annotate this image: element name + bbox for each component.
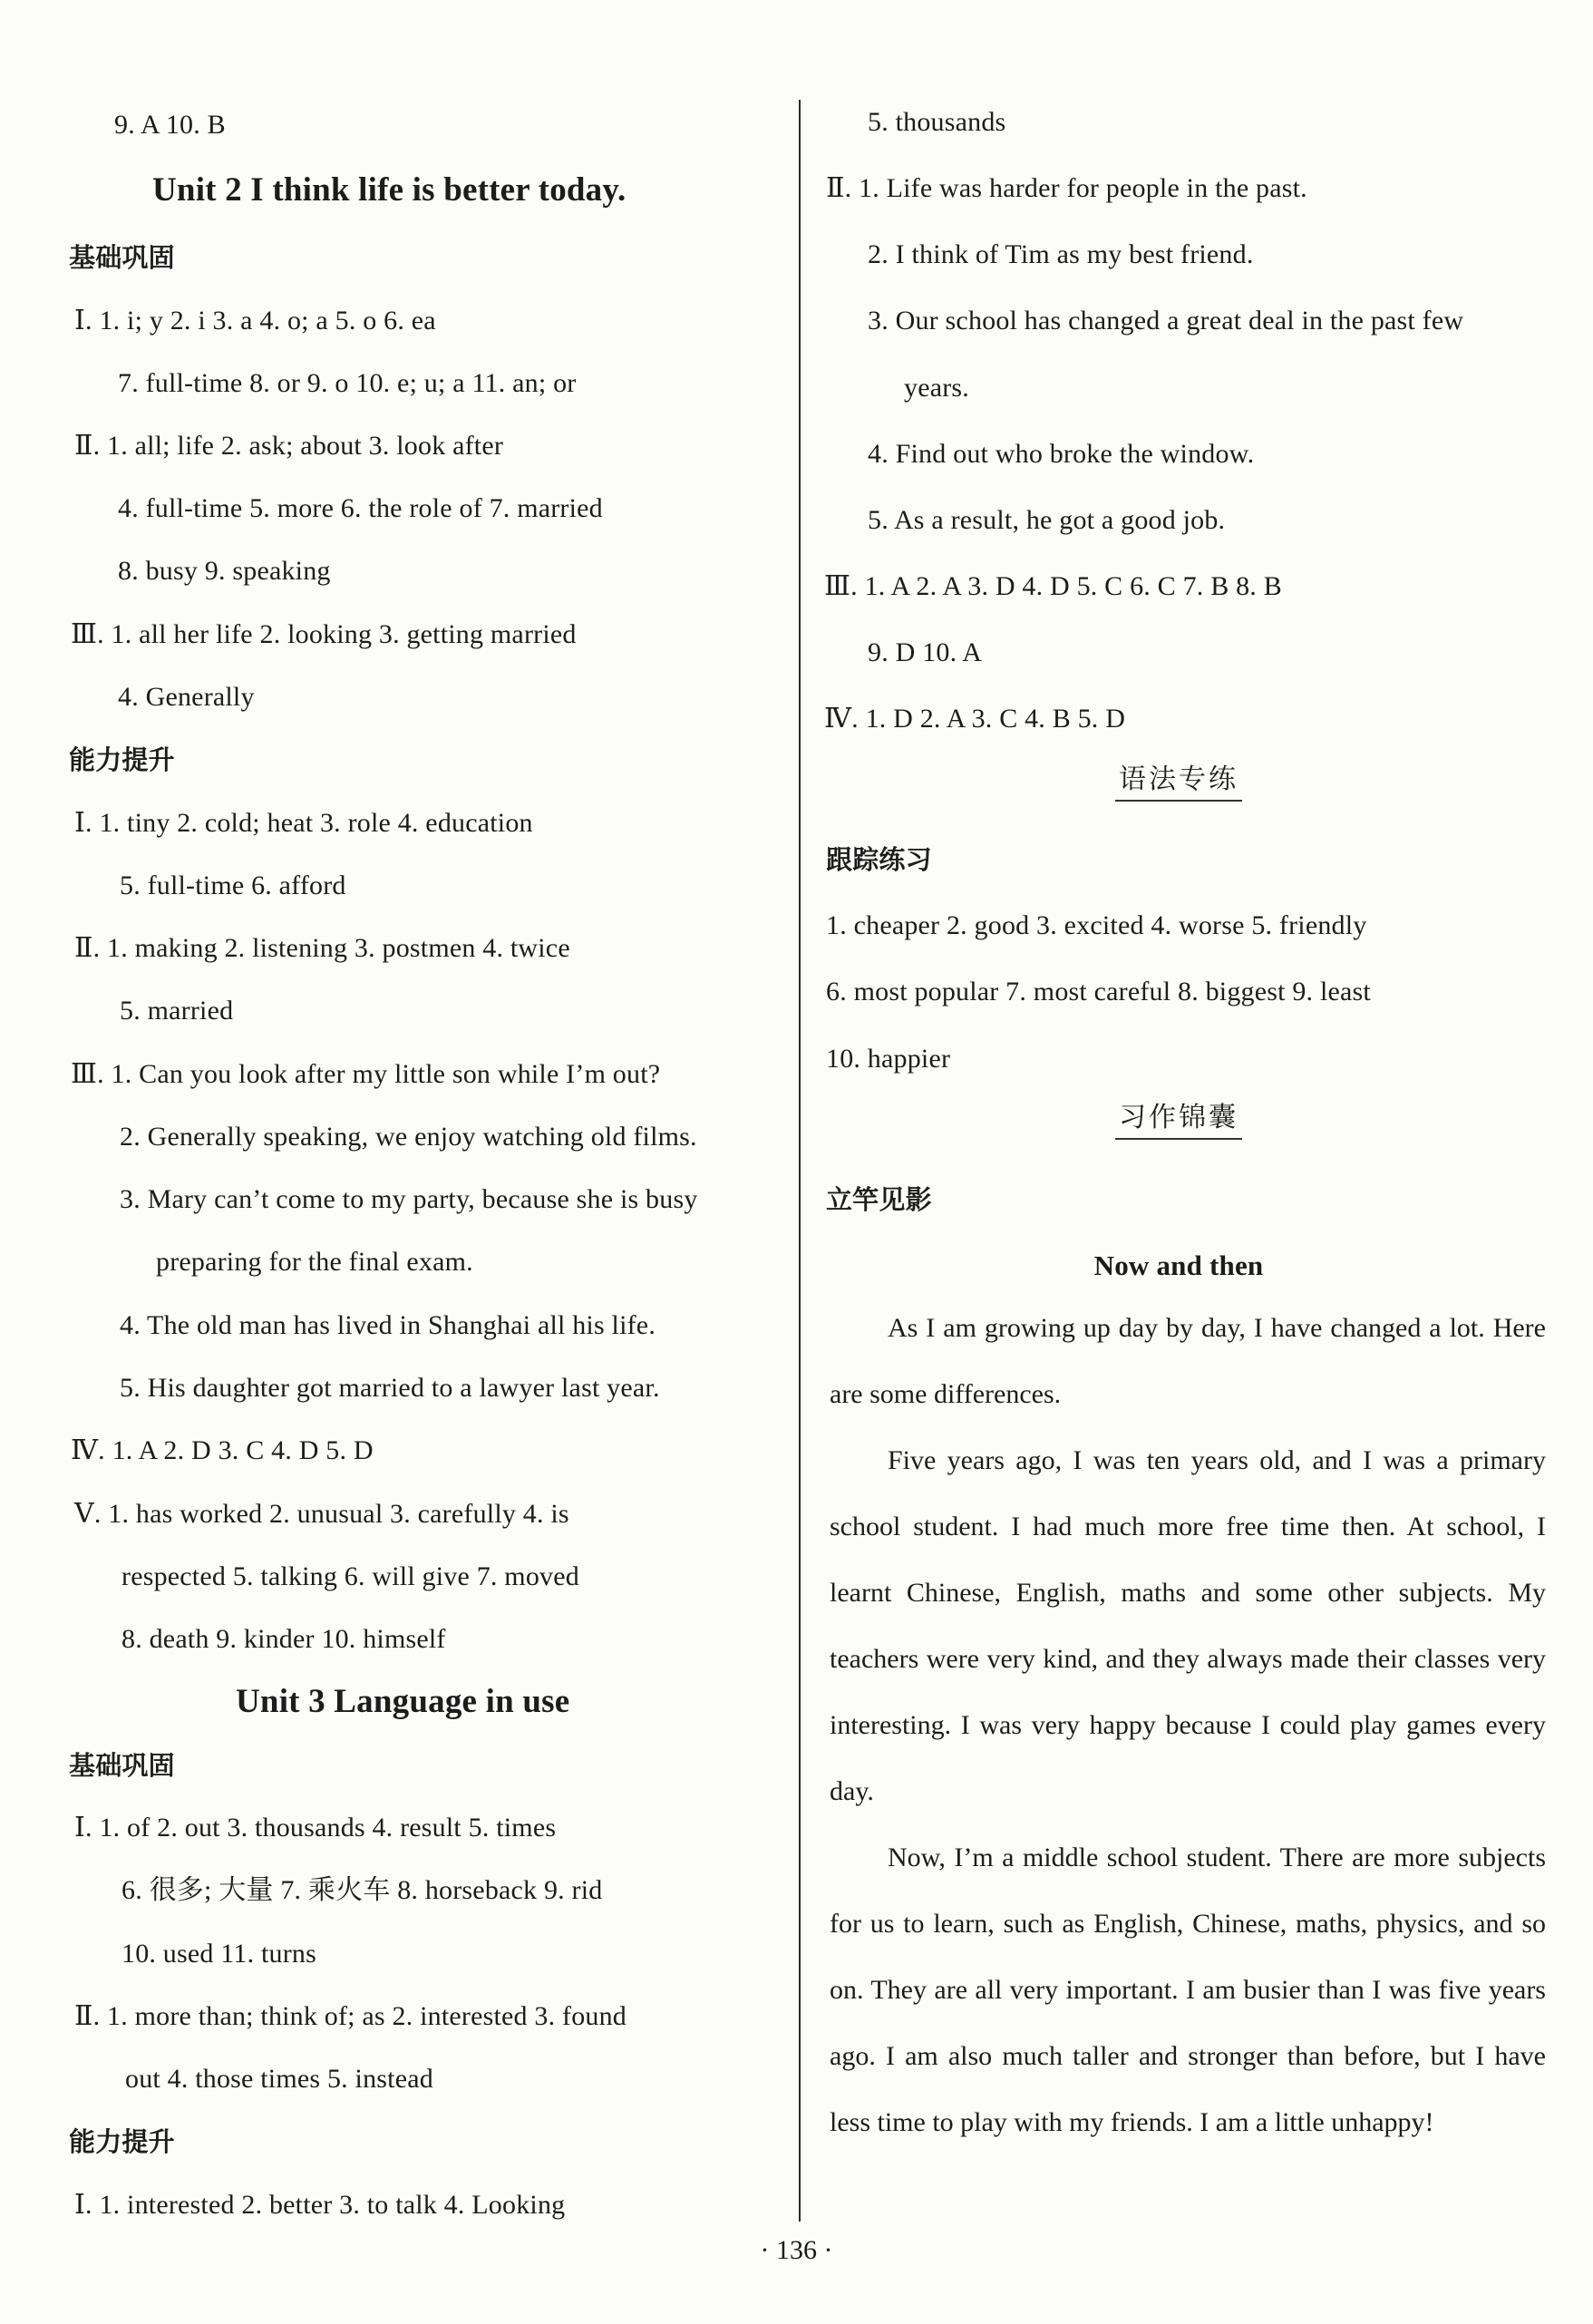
left-line-33: Ⅰ. 1. interested 2. better 3. to talk 4. Looking [74,2190,566,2220]
left-line-32: 能力提升 [69,2126,175,2157]
left-line-0: 9. A 10. B [114,110,226,140]
left-line-9: 4. Generally [118,682,255,712]
left-line-26: 基础巩固 [69,1750,175,1781]
right-line-7: Ⅲ. 1. A 2. A 3. D 4. D 5. C 6. C 7. B 8. B [824,571,1282,601]
essay-paragraph-2-text: Five years ago, I was ten years old, and I was a primary school student. I had much more free time then. At school, I learnt Chinese, English, maths and some other subjects. My teachers were very kind, and they always made their classes very interesting. I was very happy because I could play games every day. [830,1445,1546,1806]
left-line-7: 8. busy 9. speaking [118,556,331,586]
right-line-0: 5. thousands [868,107,1006,137]
writing-banner [821,1100,1537,1140]
left-line-5: Ⅱ. 1. all; life 2. ask; about 3. look after [74,431,504,461]
grammar-banner [821,762,1537,802]
essay-paragraph-1 [830,1295,1546,1427]
left-line-14: 5. married [120,996,234,1026]
left-line-28: 6. 很多; 大量 7. 乘火车 8. horseback 9. rid [121,1875,603,1905]
left-line-8: Ⅲ. 1. all her life 2. looking 3. getting married [71,619,577,649]
left-line-18: preparing for the final exam. [156,1247,473,1277]
right-line-14: 立竿见影 [826,1184,932,1215]
left-line-31: out 4. those times 5. instead [125,2064,433,2094]
right-line-6: 5. As a result, he got a good job. [868,505,1226,535]
left-line-2: 基础巩固 [69,242,175,273]
right-line-5: 4. Find out who broke the window. [868,439,1255,469]
right-line-4: years. [904,373,969,403]
left-line-13: Ⅱ. 1. making 2. listening 3. postmen 4. twice [74,933,570,963]
grammar-banner-label: 语法专练 [1115,762,1242,802]
left-line-24: 8. death 9. kinder 10. himself [121,1624,446,1654]
left-line-12: 5. full-time 6. afford [120,870,346,900]
left-line-19: 4. The old man has lived in Shanghai all his life. [120,1310,656,1340]
left-line-15: Ⅲ. 1. Can you look after my little son while I’m out? [71,1059,661,1089]
left-line-10: 能力提升 [69,744,175,775]
right-line-11: 1. cheaper 2. good 3. excited 4. worse 5. friendly [826,910,1367,940]
left-line-20: 5. His daughter got married to a lawyer last year. [120,1373,660,1403]
column-divider [799,100,801,2222]
right-line-1: Ⅱ. 1. Life was harder for people in the past. [826,173,1307,203]
right-line-3: 3. Our school has changed a great deal in the past few [868,306,1464,335]
essay-paragraph-1-text: As I am growing up day by day, I have changed a lot. Here are some differences. [830,1313,1546,1409]
right-line-12: 6. most popular 7. most careful 8. biggest 9. least [826,977,1371,1006]
left-line-4: 7. full-time 8. or 9. o 10. e; u; a 11. an; or [118,368,577,398]
left-line-21: Ⅳ. 1. A 2. D 3. C 4. D 5. D [71,1435,374,1465]
essay-paragraph-2 [830,1427,1546,1824]
right-line-10: 跟踪练习 [826,844,932,875]
essay-title: Now and then [1093,1250,1264,1281]
right-line-2: 2. I think of Tim as my best friend. [868,239,1254,269]
left-line-27: Ⅰ. 1. of 2. out 3. thousands 4. result 5. times [74,1813,557,1843]
left-line-30: Ⅱ. 1. more than; think of; as 2. interested 3. found [74,2001,627,2031]
essay-paragraph-3 [830,1824,1546,2155]
page-number: · 136 · [760,2235,833,2265]
left-line-17: 3. Mary can’t come to my party, because she is busy [120,1184,698,1214]
writing-banner-label: 习作锦囊 [1115,1100,1242,1140]
left-line-25: Unit 3 Language in use [236,1683,570,1720]
essay-paragraph-3-text: Now, I’m a middle school student. There are more subjects for us to learn, such as English, Chinese, maths, physics, and so on. They are all very important. I am busier than I was five years ago. I am also much taller and stronger than before, but I have less time to play with my friends. I am a little unhappy! [830,1843,1546,2137]
left-line-3: Ⅰ. 1. i; y 2. i 3. a 4. o; a 5. o 6. ea [74,306,436,335]
right-line-13: 10. happier [826,1044,951,1074]
right-line-9: Ⅳ. 1. D 2. A 3. C 4. B 5. D [824,704,1126,734]
left-line-23: respected 5. talking 6. will give 7. moved [121,1561,579,1591]
left-line-22: Ⅴ. 1. has worked 2. unusual 3. carefully 4. is [74,1499,569,1529]
left-line-16: 2. Generally speaking, we enjoy watching old films. [120,1122,697,1152]
left-line-6: 4. full-time 5. more 6. the role of 7. married [118,493,603,523]
left-line-29: 10. used 11. turns [121,1939,316,1969]
left-line-11: Ⅰ. 1. tiny 2. cold; heat 3. role 4. education [74,808,533,838]
left-line-1: Unit 2 I think life is better today. [152,171,627,209]
right-line-8: 9. D 10. A [868,637,983,667]
